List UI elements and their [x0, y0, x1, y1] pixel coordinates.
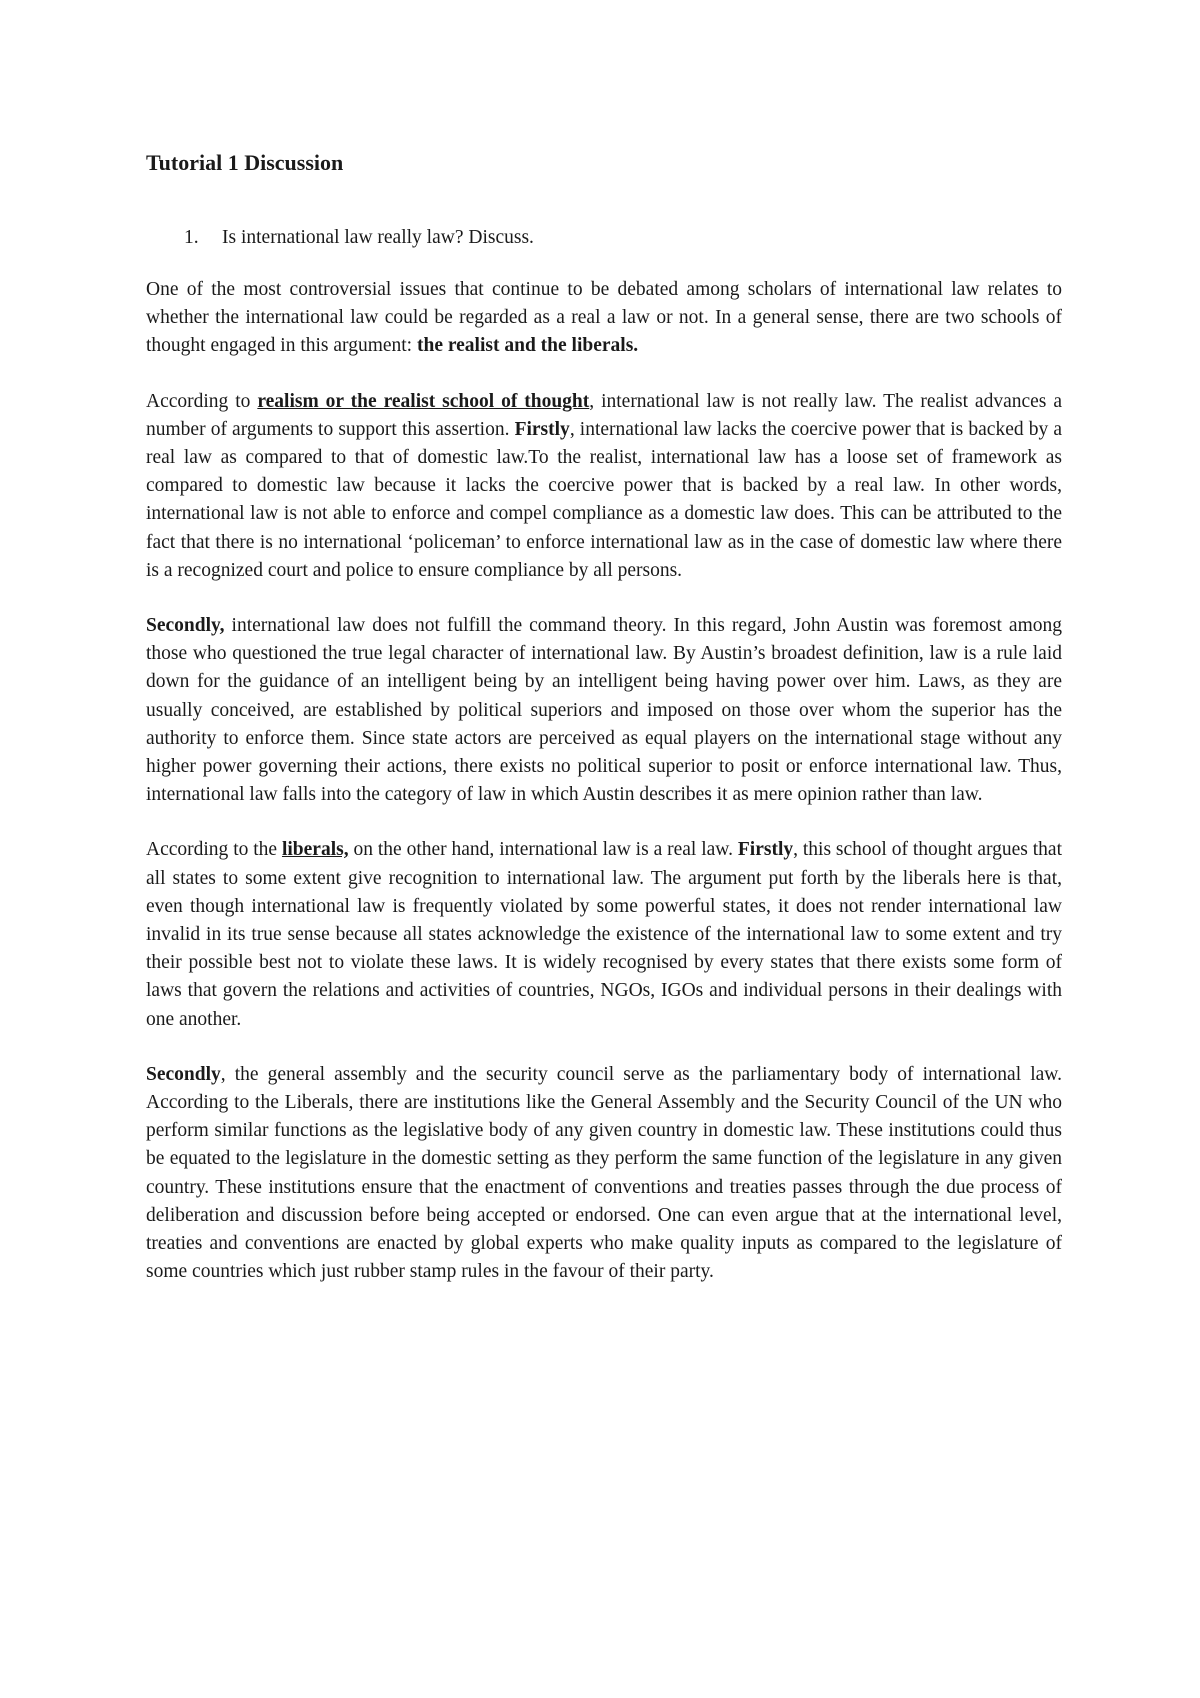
paragraph-text: One of the most controversial issues that continue to be debated among scholars of international law relates to whether the international law could be regarded as a real a law or not. In a general sense, there are two schools of thought engaged in this argument:	[146, 279, 1062, 357]
paragraph-text: According to the	[146, 839, 282, 861]
paragraph-text: , international law lacks the coercive power that is backed by a real law as compared to that of domestic law.To the realist, international law has a loose set of framework as compared to domestic law because it lacks the coercive power that is backed by a real law. In other words, international law is not able to enforce and compel compliance as a domestic law does. This can be attributed to the fact that there is no international ‘policeman’ to enforce international law as in the case of domestic law where there is a recognized court and police to ensure compliance by all persons.	[146, 418, 1062, 581]
document-title: Tutorial 1 Discussion	[146, 150, 344, 175]
question-item	[146, 224, 1062, 252]
firstly-label: Firstly	[737, 839, 794, 861]
schools-emphasis: the realist and the liberals.	[416, 335, 639, 357]
paragraph-realism	[146, 388, 1062, 585]
realism-heading: realism or the realist school of thought	[257, 390, 590, 412]
paragraph-text: international law does not fulfill the command theory. In this regard, John Austin was foremost among those who questioned the true legal character of international law. By Austin’s broadest definition, law is a rule laid down for the guidance of an intelligent being by an intelligent being having power over him. Laws, as they are usually conceived, are established by political superiors and imposed on those over whom the superior has the authority to enforce them. Since state actors are perceived as equal players on the international stage without any higher power governing their actions, there exists no political superior to posit or enforce international law. Thus, international law falls into the category of law in which Austin describes it as mere opinion rather than law.	[146, 615, 1062, 806]
document-page	[146, 148, 1062, 1314]
paragraph-text: According to	[146, 390, 258, 412]
paragraph-text: on the other hand, international law is a real law.	[348, 839, 738, 861]
paragraph-parliamentary	[146, 1061, 1062, 1287]
question-number: 1.	[184, 227, 199, 248]
paragraph-text: , the general assembly and the security council serve as the parliamentary body of international law. According to the Liberals, there are institutions like the General Assembly and the Security Council of the UN who perform similar functions as the legislative body of any given country in domestic law. These institutions could thus be equated to the legislature in the domestic setting as they perform the same function of the legislature in any given country. These institutions ensure that the enactment of conventions and treaties passes through the due process of deliberation and discussion before being accepted or endorsed. One can even argue that at the international level, treaties and conventions are enacted by global experts who make quality inputs as compared to the legislature of some countries which just rubber stamp rules in the favour of their party.	[146, 1063, 1062, 1283]
paragraph-text: , this school of thought argues that all states to some extent give recognition to international law. The argument put forth by the liberals here is that, even though international law is frequently violated by some powerful states, it does not render international law invalid in its true sense because all states acknowledge the existence of the international law to some extent and try their possible best not to violate these laws. It is widely recognised by every states that there exists some form of laws that govern the relations and activities of countries, NGOs, IGOs and individual persons in their dealings with one another.	[146, 839, 1062, 1030]
paragraph-text: , international law is not really law. The realist advances a number of arguments to support this assertion.	[146, 390, 1062, 440]
paragraph-intro	[146, 276, 1062, 361]
secondly-label: Secondly	[146, 1063, 221, 1085]
firstly-label: Firstly	[514, 418, 570, 440]
question-text: Is international law really law? Discuss.	[222, 227, 534, 248]
paragraph-command-theory	[146, 612, 1062, 809]
paragraph-liberals	[146, 836, 1062, 1033]
secondly-label: Secondly,	[146, 615, 225, 637]
liberals-heading: liberals,	[281, 839, 349, 861]
